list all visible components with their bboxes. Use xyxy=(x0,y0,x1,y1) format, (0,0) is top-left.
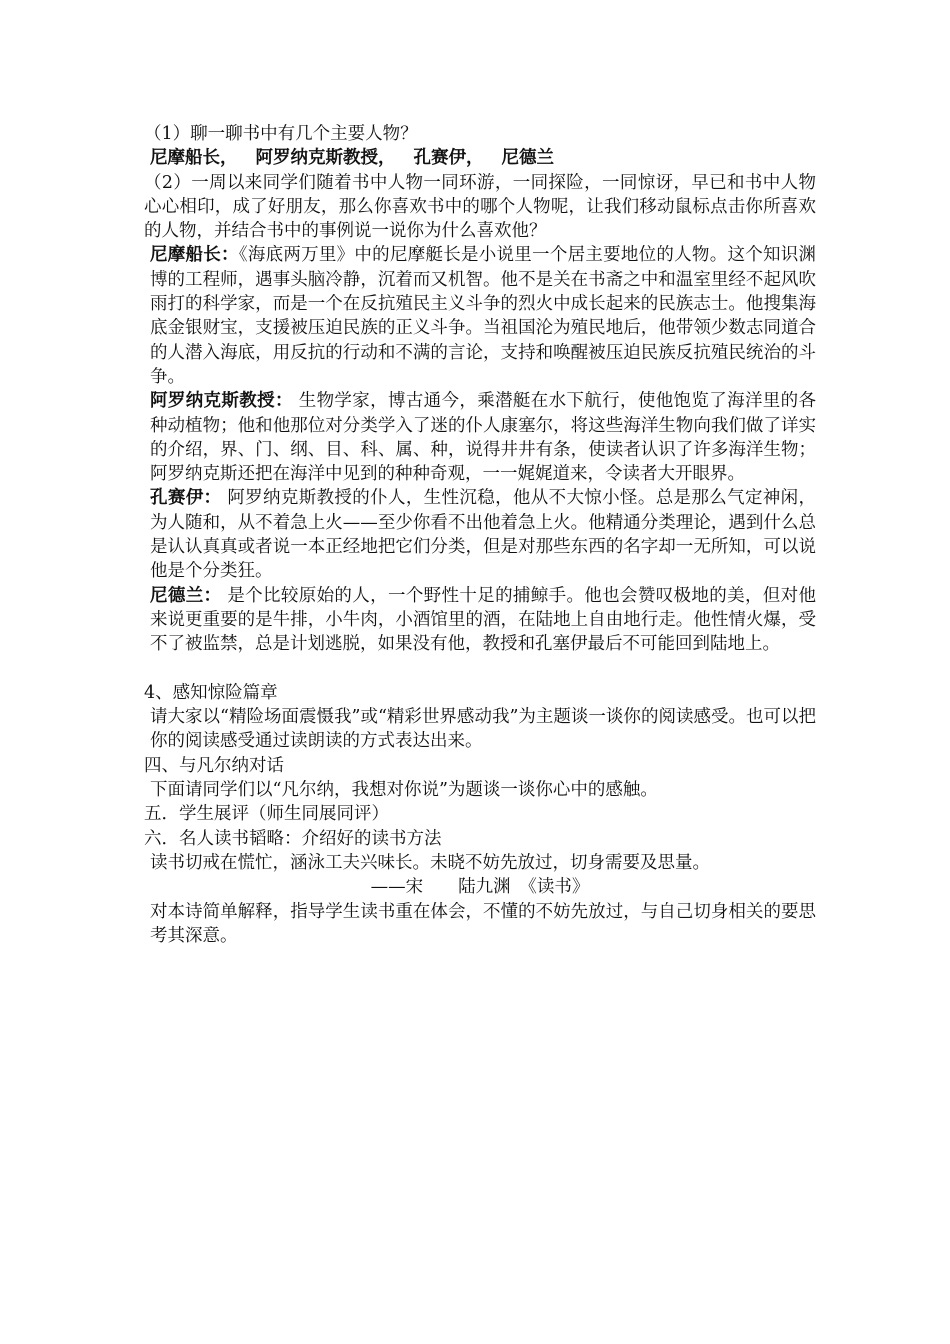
poem-explanation: 对本诗简单解释，指导学生读书重在体会，不懂的不妨先放过，与自己切身相关的要思考其深意。 xyxy=(150,901,816,946)
section-vi-title: 六．名人读书韬略：介绍好的读书方法 xyxy=(144,828,442,849)
conseil-text: 阿罗纳克斯教授的仆人，生性沉稳，他从不大惊小怪。总是那么气定神闲，为人随和，从不着急上火——至少你看不出他着急上火。他精通分类理论，遇到什么总是认认真真或者说一本正经地把它们分类，但是对那些东西的名字却一无所知，可以说他是个分类狂。 xyxy=(150,488,817,582)
poem-text: 读书切戒在慌忙，涵泳工夫兴味长。未晓不妨先放过，切身需要及思量。 xyxy=(150,852,710,873)
paragraph-ned xyxy=(144,584,816,657)
paragraph-nemo xyxy=(144,243,816,389)
ned-text: 是个比较原始的人，一个野性十足的捕鲸手。他也会赞叹极地的美，但对他来说更重要的是牛排，小牛肉，小酒馆里的酒，在陆地上自由地行走。他性情火爆，受不了被监禁，总是计划逃脱，如果没有他，教授和孔塞伊最后不可能回到陆地上。 xyxy=(150,585,817,655)
question-2: （2）一周以来同学们随着书中人物一同环游，一同探险，一同惊讶，早已和书中人物心心相印，成了好朋友，那么你喜欢书中的哪个人物呢，让我们移动鼠标点击你所喜欢的人物，并结合书中的事例说一说你为什么喜欢他？ xyxy=(144,172,816,242)
characters-line xyxy=(144,146,816,170)
character-aronnax: 阿罗纳克斯教授， xyxy=(255,148,396,169)
section-4-text: 请大家以“精险场面震慑我”或“精彩世界感动我”为主题谈一谈你的阅读感受。也可以把你的阅读感受通过读朗读的方式表达出来。 xyxy=(150,707,816,752)
character-nemo: 尼摩船长， xyxy=(150,148,238,169)
section-4-title: 4、感知惊险篇章 xyxy=(144,682,278,703)
paragraph-aronnax xyxy=(144,389,816,486)
section-iv-title: 四、与凡尔纳对话 xyxy=(144,755,284,776)
paragraph-conseil xyxy=(144,486,816,583)
conseil-name: 孔赛伊： xyxy=(150,488,222,509)
aronnax-name: 阿罗纳克斯教授： xyxy=(150,391,293,412)
document-body xyxy=(144,122,816,948)
nemo-text: 《海底两万里》中的尼摩艇长是小说里一个居主要地位的人物。这个知识渊博的工程师，遇事头脑冷静，沉着而又机智。他不是关在书斋之中和温室里经不起风吹雨打的科学家，而是一个在反抗殖民主义斗争的烈火中成长起来的民族志士。他搜集海底金银财宝，支援被压迫民族的正义斗争。当祖国沦为殖民地后，他带领少数志同道合的人潜入海底，用反抗的行动和不满的言论，支持和唤醒被压迫民族反抗殖民统治的斗争。 xyxy=(150,245,817,387)
poem-source: ——宋 陆九渊 《读书》 xyxy=(370,877,590,898)
character-ned: 尼德兰 xyxy=(501,148,554,169)
character-conseil: 孔赛伊， xyxy=(413,148,484,169)
ned-name: 尼德兰： xyxy=(150,585,222,606)
section-v-title: 五．学生展评（师生同展同评） xyxy=(144,804,389,825)
section-iv-text: 下面请同学们以“凡尔纳，我想对你说”为题谈一谈你心中的感触。 xyxy=(150,780,658,801)
blank-line xyxy=(144,657,816,681)
aronnax-text: 生物学家，博古通今，乘潜艇在水下航行，使他饱览了海洋里的各种动植物；他和他那位对分类学入了迷的仆人康塞尔，将这些海洋生物向我们做了详实的介绍，界、门、纲、目、科、属、种，说得井井有条，使读者认识了许多海洋生物；阿罗纳克斯还把在海洋中见到的种种奇观，一一娓娓道来，令读者大开眼界。 xyxy=(150,391,816,485)
nemo-name: 尼摩船长： xyxy=(150,245,239,266)
question-1: （1）聊一聊书中有几个主要人物？ xyxy=(144,124,418,144)
